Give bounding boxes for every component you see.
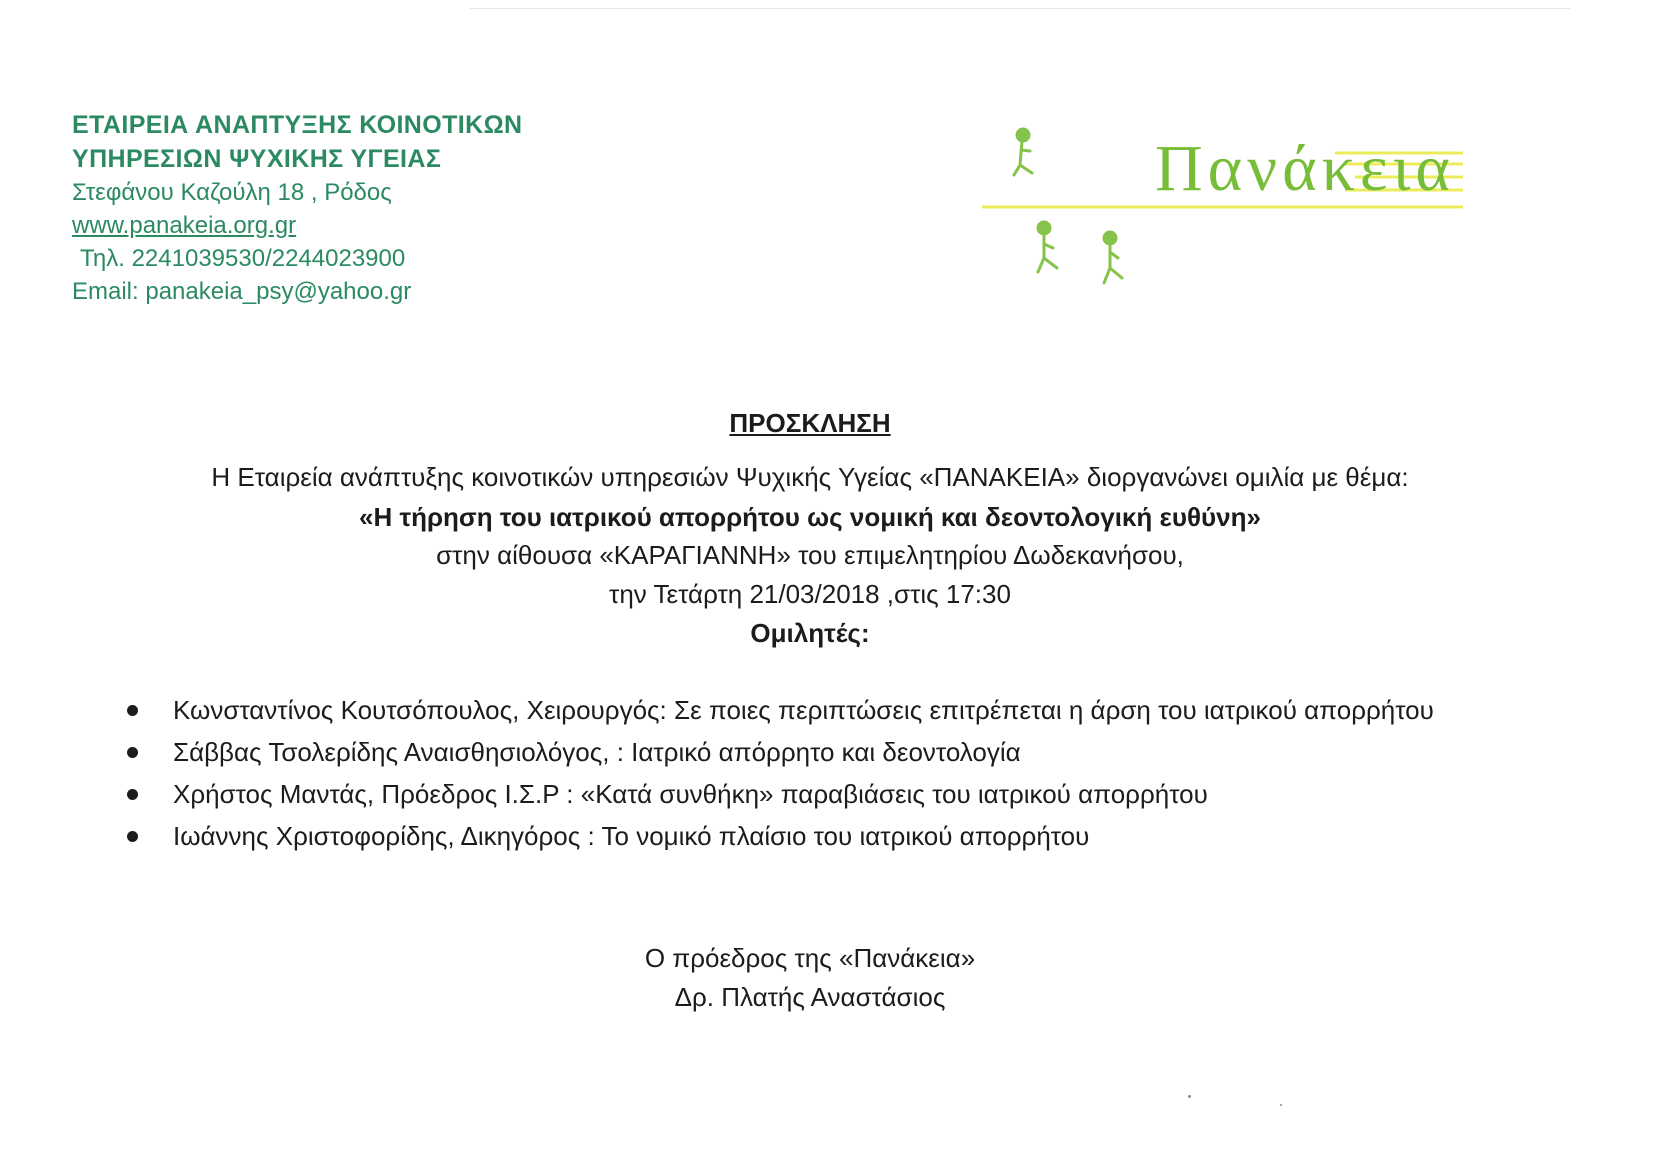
scan-speck (1280, 1104, 1282, 1106)
bullet-icon (127, 705, 138, 716)
organization-name-line-1: ΕΤΑΙΡΕΙΑ ΑΝΑΠΤΥΞΗΣ ΚΟΙΝΟΤΙΚΩΝ (72, 111, 523, 139)
organization-phone: Τηλ. 2241039530/2244023900 (80, 245, 406, 272)
venue: στην αίθουσα «ΚΑΡΑΓΙΑΝΝΗ» του επιμελητηρίου Δωδεκανήσου, (436, 540, 1184, 570)
list-item (60, 732, 1510, 772)
running-figure-icon (1038, 222, 1057, 272)
speaker-entry: Χρήστος Μαντάς, Πρόεδρος Ι.Σ.Ρ : «Κατά συνθήκη» παραβιάσεις του ιατρικού απορρήτου (173, 779, 1208, 809)
bullet-icon (127, 747, 138, 758)
list-item (60, 690, 1510, 730)
list-item (60, 816, 1510, 856)
scan-top-edge (470, 8, 1570, 9)
organization-website-link[interactable]: www.panakeia.org.gr (72, 212, 297, 239)
panakeia-logo (960, 120, 1560, 320)
speaker-entry: Ιωάννης Χριστοφορίδης, Δικηγόρος : Το νομικό πλαίσιο του ιατρικού απορρήτου (173, 821, 1090, 851)
running-figure-icon (1104, 232, 1122, 283)
bullet-icon (127, 789, 138, 800)
scan-speck (1188, 1095, 1191, 1098)
list-item (60, 774, 1510, 814)
talk-topic: «Η τήρηση του ιατρικού απορρήτου ως νομική και δεοντολογική ευθύνη» (359, 502, 1261, 532)
signature-role: Ο πρόεδρος της «Πανάκεια» (644, 943, 976, 973)
letterhead (72, 108, 522, 308)
speaker-entry: Κωνσταντίνος Κουτσόπουλος, Χειρουργός: Σε ποιες περιπτώσεις επιτρέπεται η άρση του ιατρικού απορρήτου (173, 695, 1434, 725)
organization-address: Στεφάνου Καζούλη 18 , Ρόδος (72, 179, 392, 206)
speakers-list (60, 690, 1510, 858)
organization-name-line-2: ΥΠΗΡΕΣΙΩΝ ΨΥΧΙΚΗΣ ΥΓΕΙΑΣ (72, 145, 442, 173)
speakers-heading: Ομιλητές: (750, 618, 870, 648)
event-datetime: την Τετάρτη 21/03/2018 ,στις 17:30 (609, 579, 1011, 609)
bullet-icon (127, 831, 138, 842)
invitation-title: ΠΡΟΣΚΛΗΣΗ (729, 408, 891, 438)
organization-email: Email: panakeia_psy@yahoo.gr (72, 278, 412, 305)
running-figure-icon (1014, 129, 1032, 175)
speaker-entry: Σάββας Τσολερίδης Αναισθησιολόγος, : Ιατρικό απόρρητο και δεοντολογία (173, 737, 1021, 767)
invitation-intro: Η Εταιρεία ανάπτυξης κοινοτικών υπηρεσιών Ψυχικής Υγείας «ΠΑΝΑΚΕΙΑ» διοργανώνει ομιλία με θέμα: (211, 462, 1409, 492)
signature-name: Δρ. Πλατής Αναστάσιος (674, 982, 946, 1012)
logo-wordmark: Πανάκεια (1155, 132, 1455, 205)
